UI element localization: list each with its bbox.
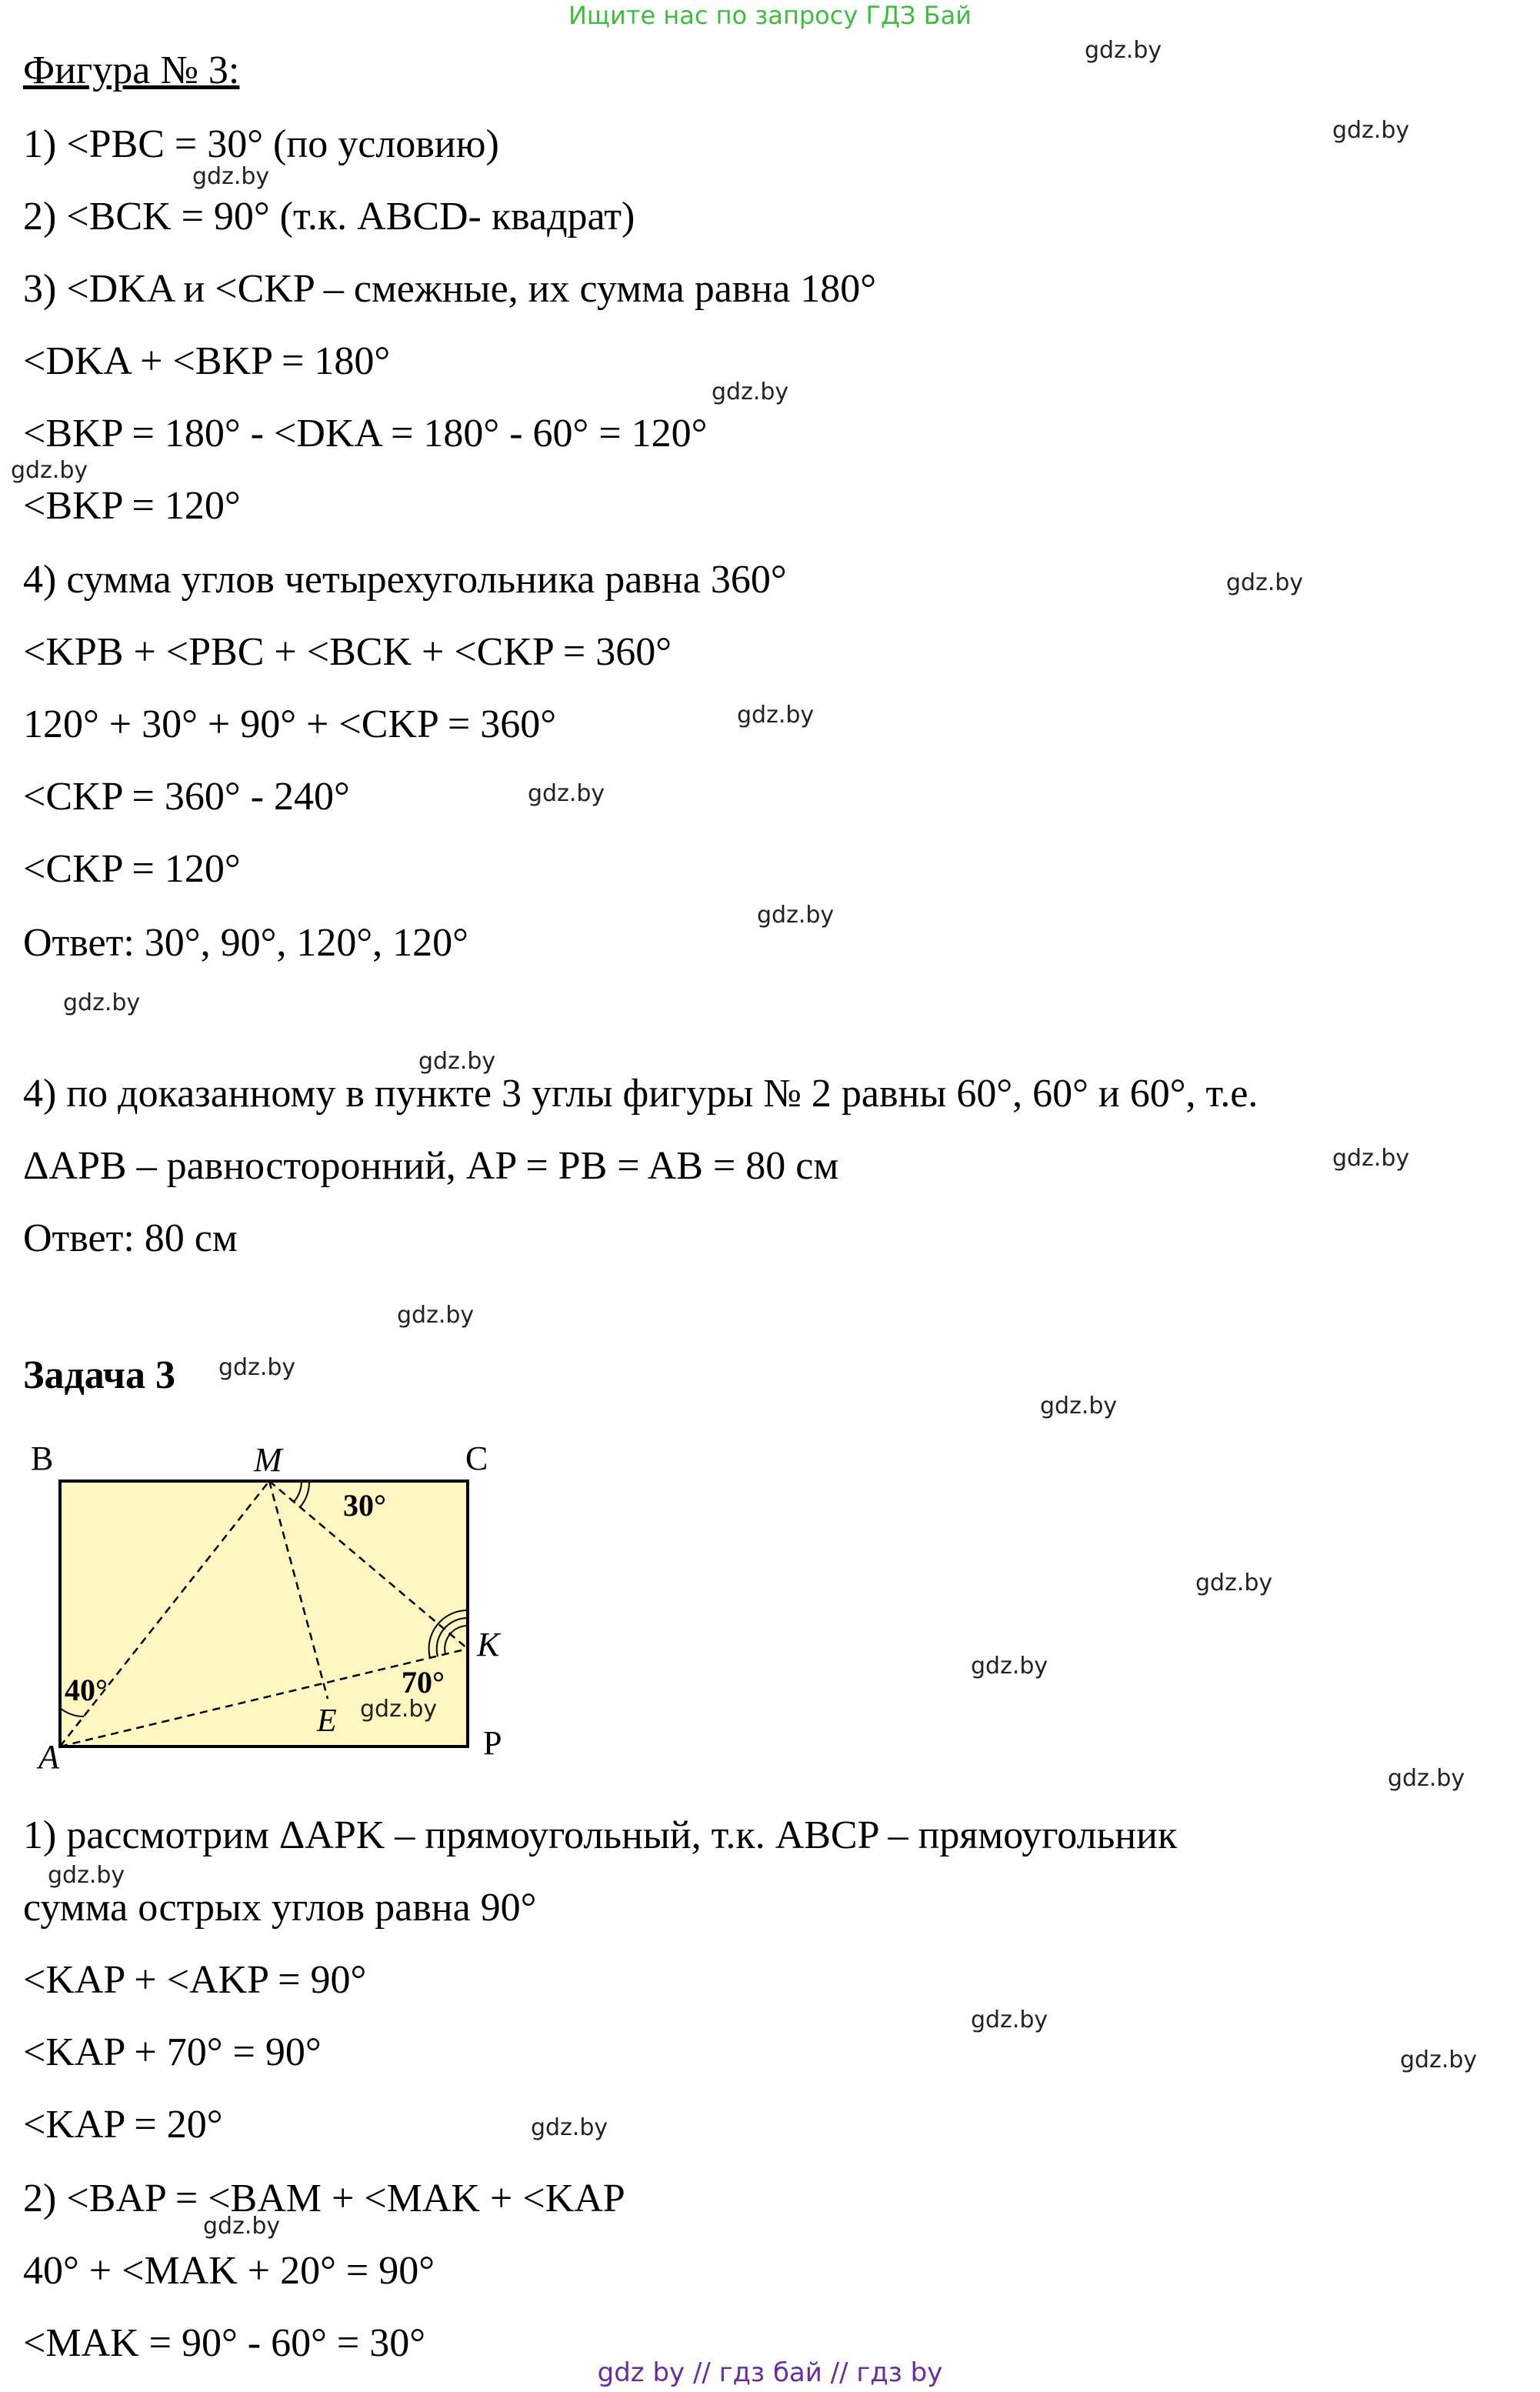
answer-line: Ответ: 30°, 90°, 120°, 120° (23, 921, 468, 965)
label-k: K (477, 1626, 500, 1663)
watermark: gdz.by (203, 2213, 281, 2240)
text-line: 2) <BCK = 90° (т.к. ABCD- квадрат) (23, 195, 635, 239)
watermark: gdz.by (737, 702, 815, 729)
watermark: gdz.by (757, 902, 835, 929)
angle-label-40: 40° (65, 1673, 108, 1707)
watermark: gdz.by (1400, 2047, 1478, 2073)
watermark: gdz.by (397, 1302, 475, 1329)
section-heading: Фигура № 3: (23, 48, 240, 92)
watermark: gdz.by (11, 457, 88, 484)
label-m: M (254, 1441, 282, 1479)
label-b: B (31, 1440, 54, 1477)
text-line: <MAK = 90° - 60° = 30° (23, 2321, 426, 2365)
watermark: gdz.by (1085, 37, 1162, 64)
angle-label-70: 70° (402, 1665, 445, 1700)
geometry-figure (23, 1416, 523, 1770)
label-a: A (38, 1738, 59, 1770)
text-line: 1) <PBC = 30° (по условию) (23, 122, 499, 166)
watermark: gdz.by (712, 379, 789, 405)
watermark: gdz.by (1332, 117, 1410, 144)
text-line: 4) по доказанному в пункте 3 углы фигуры № 2 равны 60°, 60° и 60°, т.е. (23, 1072, 1258, 1116)
watermark: gdz.by (63, 989, 141, 1016)
text-line: 40° + <MAK + 20° = 90° (23, 2249, 435, 2293)
label-p: P (483, 1724, 502, 1762)
text-line: <CKP = 360° - 240° (23, 775, 350, 819)
watermark: gdz.by (360, 1696, 438, 1723)
task-heading: Задача 3 (23, 1353, 175, 1397)
watermark: gdz.by (192, 163, 270, 190)
text-line: ΔAPB – равносторонний, AP = PB = AB = 80 см (23, 1144, 839, 1188)
text-line: <KAP = 20° (23, 2103, 223, 2147)
text-line: сумма острых углов равна 90° (23, 1886, 537, 1930)
text-line: <DKA + <BKP = 180° (23, 339, 391, 383)
label-c: C (465, 1440, 488, 1477)
watermark: gdz.by (971, 1653, 1048, 1680)
watermark: gdz.by (218, 1354, 296, 1381)
watermark: gdz.by (1226, 569, 1304, 596)
label-e: E (317, 1703, 337, 1739)
angle-label-30: 30° (343, 1488, 386, 1523)
watermark: gdz.by (418, 1048, 496, 1075)
text-line: 120° + 30° + 90° + <CKP = 360° (23, 702, 557, 746)
watermark: gdz.by (1040, 1393, 1118, 1420)
footer-links[interactable]: gdz by // гдз бай // гдз by (597, 2357, 943, 2388)
watermark: gdz.by (48, 1862, 125, 1889)
watermark: gdz.by (528, 780, 605, 807)
text-line: <KAP + <AKP = 90° (23, 1958, 367, 2002)
text-line: <KAP + 70° = 90° (23, 2030, 322, 2074)
watermark: gdz.by (531, 2114, 608, 2141)
answer-line: Ответ: 80 см (23, 1216, 238, 1260)
text-line: 1) рассмотрим ΔAPK – прямоугольный, т.к. ABCP – прямоугольник (23, 1813, 1178, 1857)
text-line: 3) <DKA и <CKP – смежные, их сумма равна 180° (23, 267, 877, 311)
text-line: <BKP = 120° (23, 484, 241, 528)
text-line: 4) сумма углов четырехугольника равна 360° (23, 558, 787, 602)
top-banner[interactable]: Ищите нас по запросу ГДЗ Бай (568, 1, 972, 30)
text-line: 2) <BAP = <BAM + <MAK + <KAP (23, 2177, 625, 2220)
text-line: <KPB + <PBC + <BCK + <CKP = 360° (23, 630, 672, 674)
watermark: gdz.by (971, 2007, 1048, 2033)
text-line: <CKP = 120° (23, 847, 241, 891)
watermark: gdz.by (1195, 1570, 1273, 1596)
text-line: <BKP = 180° - <DKA = 180° - 60° = 120° (23, 412, 708, 455)
watermark: gdz.by (1388, 1765, 1465, 1792)
watermark: gdz.by (1332, 1145, 1410, 1172)
